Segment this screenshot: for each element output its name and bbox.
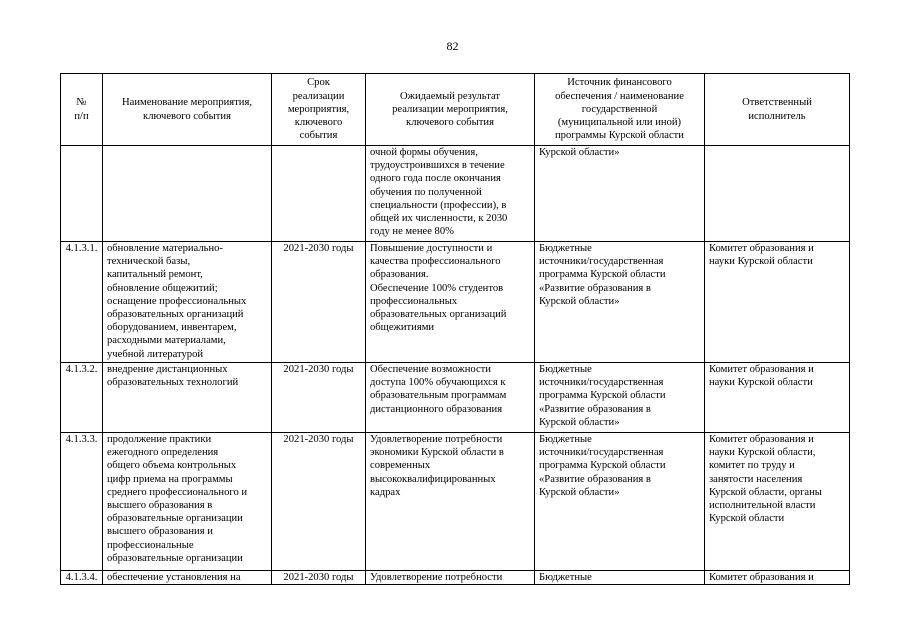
- event-period: 2021-2030 годы: [272, 433, 366, 571]
- text-line: Удовлетворение потребности: [370, 434, 503, 445]
- text-line: Ответственный: [742, 97, 812, 109]
- table-row: [61, 242, 850, 363]
- text-line: учебной литературой: [107, 348, 204, 360]
- text-line: специальности (профессии), в: [370, 199, 507, 211]
- responsible-executor: [705, 571, 850, 585]
- text-line: очной формы обучения,: [370, 147, 478, 158]
- text-line: Комитет образования и: [709, 243, 814, 254]
- event-period: [272, 146, 366, 242]
- text-line: Обеспечение 100% студентов: [370, 282, 504, 294]
- text-line: году не менее 80%: [370, 226, 454, 238]
- text-line: обеспечение установления на: [107, 572, 241, 583]
- text-line: науки Курской области,: [709, 447, 816, 459]
- text-line: программа Курской области: [539, 390, 666, 402]
- text-line: занятости населения: [709, 473, 803, 485]
- table-header-row: [61, 74, 850, 146]
- event-period: 2021-2030 годы: [272, 242, 366, 363]
- text-line: Удовлетворение потребности: [370, 572, 503, 583]
- text-line: источники/государственная: [539, 256, 664, 268]
- text-line: высококвалифицированных: [370, 473, 496, 485]
- funding-source: [535, 433, 705, 571]
- event-period: 2021-2030 годы: [272, 571, 366, 585]
- text-line: Курской области, органы: [709, 486, 822, 498]
- funding-source: [535, 363, 705, 433]
- table-row: [61, 433, 850, 571]
- text-line: обновление материально-: [107, 243, 223, 254]
- text-line: исполнительной власти: [709, 500, 816, 512]
- funding-source: [535, 242, 705, 363]
- text-line: Ожидаемый результат: [399, 90, 501, 102]
- text-line: Срок: [307, 77, 330, 89]
- event-name: [103, 363, 272, 433]
- event-name: [103, 571, 272, 585]
- expected-result: [366, 242, 535, 363]
- text-line: образовательным программам: [370, 390, 507, 402]
- text-line: Курской области»: [539, 147, 620, 158]
- text-line: Курской области»: [539, 295, 620, 307]
- text-line: комитет по труду и: [709, 460, 795, 472]
- header-period: [272, 74, 366, 146]
- event-period: 2021-2030 годы: [272, 363, 366, 433]
- text-line: события: [299, 130, 338, 142]
- text-line: Курской области»: [539, 486, 620, 498]
- text-line: п/п: [74, 110, 89, 122]
- expected-result: [366, 433, 535, 571]
- text-line: «Развитие образования в: [539, 282, 651, 294]
- text-line: образовательные организации: [107, 513, 243, 525]
- text-line: источники/государственная: [539, 447, 664, 459]
- text-line: реализации мероприятия,: [392, 103, 508, 115]
- text-line: «Развитие образования в: [539, 403, 651, 415]
- text-line: общежитиями: [370, 322, 435, 334]
- text-line: реализации: [292, 90, 345, 102]
- text-line: Комитет образования и: [709, 572, 814, 583]
- text-line: источники/государственная: [539, 377, 664, 389]
- text-line: высшего образования в: [107, 500, 213, 512]
- event-name: [103, 242, 272, 363]
- responsible-executor: [705, 363, 850, 433]
- text-line: Бюджетные: [539, 434, 592, 445]
- text-line: Курской области: [709, 513, 785, 525]
- text-line: программа Курской области: [539, 460, 666, 472]
- expected-result: [366, 571, 535, 585]
- responsible-executor: [705, 146, 850, 242]
- text-line: технической базы,: [107, 256, 191, 268]
- row-number: 4.1.3.3.: [61, 433, 103, 571]
- text-line: программа Курской области: [539, 269, 666, 281]
- funding-source: [535, 571, 705, 585]
- text-line: среднего профессионального и: [107, 486, 248, 498]
- text-line: государственной: [581, 103, 658, 115]
- text-line: образовательные организации: [107, 552, 243, 564]
- text-line: общей их численности, к 2030: [370, 213, 508, 225]
- text-line: ключевого: [294, 117, 343, 129]
- table-row: [61, 571, 850, 585]
- text-line: мероприятия,: [287, 103, 350, 115]
- table-row: [61, 146, 850, 242]
- text-line: Бюджетные: [539, 572, 592, 583]
- text-line: оснащение профессиональных: [107, 295, 247, 307]
- row-number: 4.1.3.1.: [61, 242, 103, 363]
- header-result: [366, 74, 535, 146]
- text-line: одного года после окончания: [370, 173, 501, 185]
- text-line: экономики Курской области в: [370, 447, 504, 459]
- text-line: профессиональные: [107, 539, 194, 551]
- text-line: ежегодного определения: [107, 447, 219, 459]
- events-table: [60, 73, 850, 585]
- event-name: [103, 433, 272, 571]
- text-line: образовательных технологий: [107, 377, 239, 389]
- text-line: дистанционного образования: [370, 403, 503, 415]
- text-line: «Развитие образования в: [539, 473, 651, 485]
- text-line: Источник финансового: [567, 77, 672, 89]
- text-line: расходными материалами,: [107, 335, 226, 347]
- header-source: [535, 74, 705, 146]
- text-line: ключевого события: [406, 117, 494, 129]
- responsible-executor: [705, 433, 850, 571]
- text-line: общего объема контрольных: [107, 460, 237, 472]
- text-line: обучения по полученной: [370, 186, 482, 198]
- text-line: доступа 100% обучающихся к: [370, 377, 506, 389]
- text-line: Наименование мероприятия,: [122, 97, 252, 109]
- text-line: Комитет образования и: [709, 364, 814, 375]
- text-line: образовательных организаций: [107, 309, 244, 321]
- text-line: образования.: [370, 269, 429, 281]
- text-line: цифр приема на программы: [107, 473, 233, 485]
- text-line: современных: [370, 460, 431, 472]
- text-line: высшего образования и: [107, 526, 213, 538]
- text-line: кадрах: [370, 486, 401, 498]
- text-line: капитальный ремонт,: [107, 269, 203, 281]
- text-line: ключевого события: [143, 110, 231, 122]
- row-number: 4.1.3.4.: [61, 571, 103, 585]
- responsible-executor: [705, 242, 850, 363]
- page-number: 82: [446, 39, 459, 53]
- text-line: Комитет образования и: [709, 434, 814, 445]
- text-line: Бюджетные: [539, 243, 592, 254]
- row-number: 4.1.3.2.: [61, 363, 103, 433]
- header-num: [61, 74, 103, 146]
- text-line: программы Курской области: [555, 130, 684, 142]
- text-line: внедрение дистанционных: [107, 364, 228, 375]
- text-line: Обеспечение возможности: [370, 364, 491, 375]
- text-line: науки Курской области: [709, 256, 813, 268]
- table-row: [61, 363, 850, 433]
- text-line: (муниципальной или иной): [557, 117, 682, 129]
- header-name: [103, 74, 272, 146]
- expected-result: [366, 363, 535, 433]
- text-line: Бюджетные: [539, 364, 592, 375]
- text-line: продолжение практики: [107, 434, 212, 445]
- text-line: трудоустроившихся в течение: [370, 160, 505, 172]
- text-line: №: [76, 97, 87, 109]
- text-line: Курской области»: [539, 416, 620, 428]
- text-line: обеспечения / наименование: [555, 90, 684, 102]
- expected-result: [366, 146, 535, 242]
- text-line: исполнитель: [748, 110, 806, 122]
- header-executor: [705, 74, 850, 146]
- text-line: оборудованием, инвентарем,: [107, 322, 237, 334]
- text-line: обновление общежитий;: [107, 282, 218, 294]
- funding-source: [535, 146, 705, 242]
- text-line: профессиональных: [370, 295, 458, 307]
- text-line: образовательных организаций: [370, 309, 507, 321]
- text-line: качества профессионального: [370, 256, 501, 268]
- event-name: [103, 146, 272, 242]
- row-number: [61, 146, 103, 242]
- text-line: Повышение доступности и: [370, 243, 493, 254]
- text-line: науки Курской области: [709, 377, 813, 389]
